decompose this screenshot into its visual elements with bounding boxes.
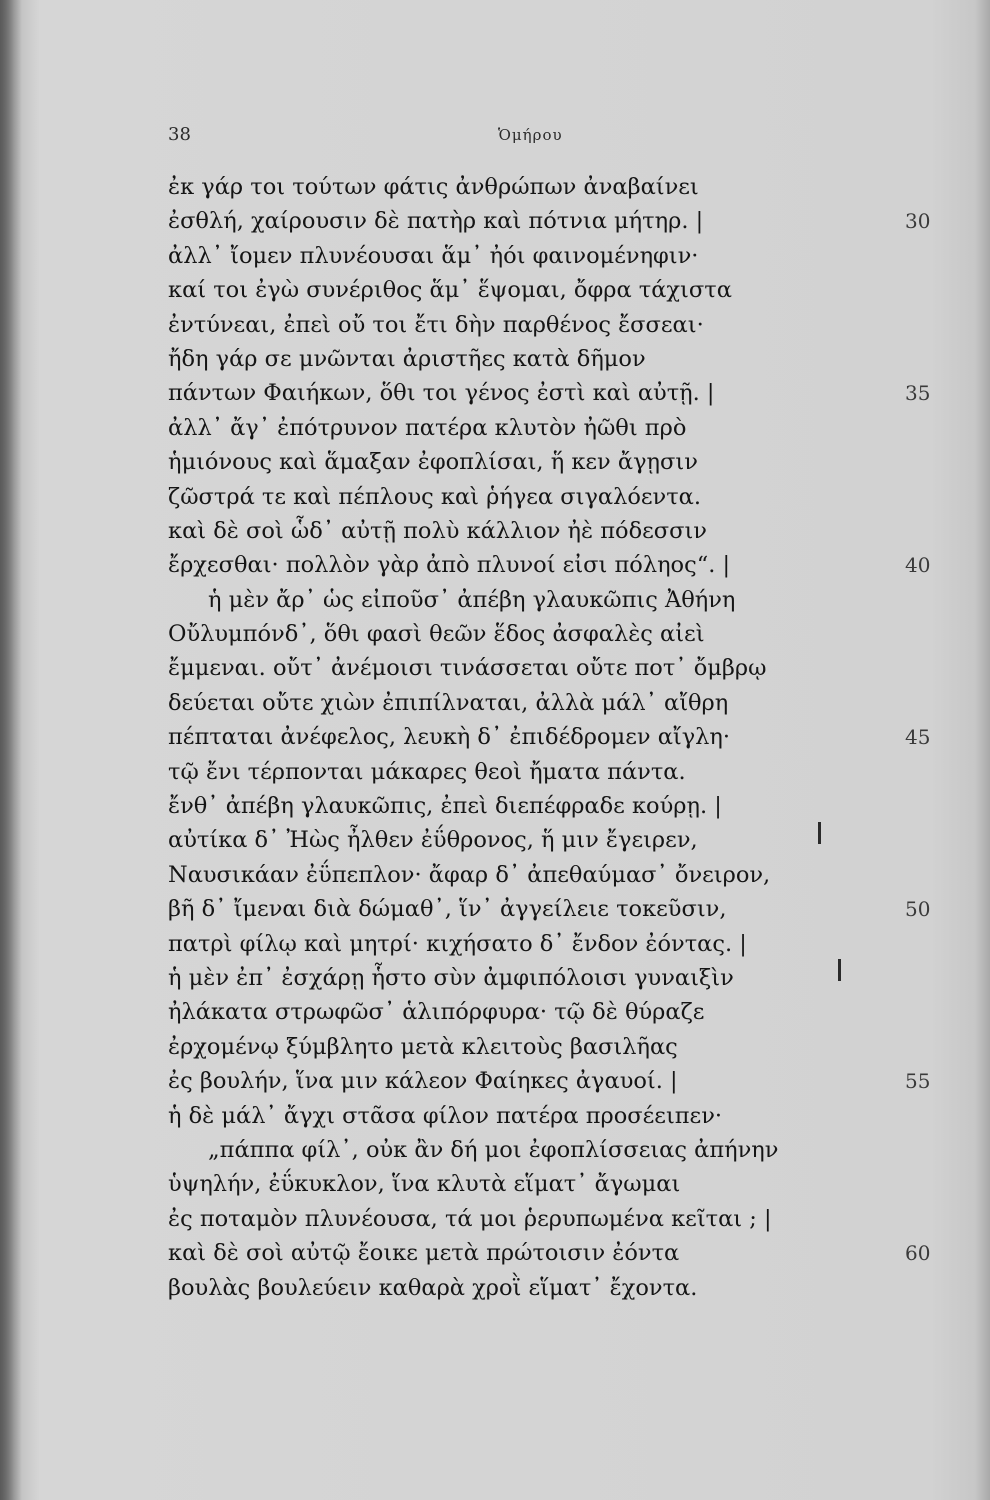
verse-line: ὑψηλήν, ἐΰκυκλον, ἵνα κλυτὰ εἵματ᾽ ἄγωμαι [168, 1171, 681, 1198]
verse-line: ἐντύνεαι, ἐπεὶ οὔ τοι ἔτι δὴν παρθένος ἔσσεαι· [168, 311, 704, 338]
verse-line: Ναυσικάαν ἐΰπεπλον· ἄφαρ δ᾽ ἀπεθαύμασ᾽ ὄνειρον, [168, 861, 771, 888]
verse-line: „πάππα φίλ᾽, οὐκ ἂν δή μοι ἐφοπλίσσειας ἀπήνην [208, 1136, 779, 1163]
verse-line: ἡ μὲν ἐπ᾽ ἐσχάρῃ ἧστο σὺν ἀμφιπόλοισι γυναιξὶν [168, 964, 734, 991]
page-number: 38 [168, 124, 191, 145]
verse-line: αὐτίκα δ᾽ Ἠὼς ἦλθεν ἐΰθρονος, ἥ μιν ἔγειρεν, [168, 827, 698, 854]
margin-ink-mark [818, 822, 821, 844]
line-number: 30 [905, 209, 931, 234]
verse-line: πάντων Φαιήκων, ὅθι τοι γένος ἐστὶ καὶ αὐτῇ. | [168, 380, 715, 407]
verse-line: ἤδη γάρ σε μνῶνται ἀριστῆες κατὰ δῆμον [168, 345, 646, 372]
verse-line: ἔμμεναι. οὔτ᾽ ἀνέμοισι τινάσσεται οὔτε ποτ᾽ ὄμβρῳ [168, 655, 767, 682]
line-number: 45 [905, 725, 931, 750]
verse-line: ἡμιόνους καὶ ἅμαξαν ἐφοπλίσαι, ἥ κεν ἄγῃσιν [168, 449, 698, 476]
verse-line: ἐς ποταμὸν πλυνέουσα, τά μοι ῥερυπωμένα κεῖται ; | [168, 1205, 772, 1232]
verse-line: βουλὰς βουλεύειν καθαρὰ χροῒ εἵματ᾽ ἔχοντα. [168, 1274, 698, 1301]
running-head: Ὁμήρου [498, 126, 563, 144]
page-header [168, 124, 868, 154]
verse-line: ἀλλ᾽ ἴομεν πλυνέουσαι ἅμ᾽ ἠόι φαινομένηφιν· [168, 242, 699, 269]
line-number: 50 [905, 897, 931, 922]
verse-line: ἀλλ᾽ ἄγ᾽ ἐπότρυνον πατέρα κλυτὸν ἠῶθι πρὸ [168, 414, 687, 441]
verse-line: ζῶστρά τε καὶ πέπλους καὶ ῥήγεα σιγαλόεντα. [168, 483, 702, 510]
binding-shadow [0, 0, 22, 1500]
verse-line: ἔνθ᾽ ἀπέβη γλαυκῶπις, ἐπεὶ διεπέφραδε κούρῃ. | [168, 793, 722, 820]
verse-line: τῷ ἔνι τέρπονται μάκαρες θεοὶ ἤματα πάντα. [168, 758, 686, 785]
verse-line: ἐκ γάρ τοι τούτων φάτις ἀνθρώπων ἀναβαίνει [168, 174, 699, 200]
verse-line: ἠλάκατα στρωφῶσ᾽ ἁλιπόρφυρα· τῷ δὲ θύραζε [168, 999, 705, 1026]
line-number: 35 [905, 381, 931, 406]
verse-line: ἐς βουλήν, ἵνα μιν κάλεον Φαίηκες ἀγαυοί. | [168, 1068, 678, 1095]
verse-line: ἡ δὲ μάλ᾽ ἄγχι στᾶσα φίλον πατέρα προσέειπεν· [168, 1102, 723, 1129]
verse-line: βῆ δ᾽ ἴμεναι διὰ δώμαθ᾽, ἵν᾽ ἀγγείλειε τοκεῦσιν, [168, 896, 727, 923]
verse-line: ἐσθλή, χαίρουσιν δὲ πατὴρ καὶ πότνια μήτηρ. | [168, 208, 704, 235]
verse-block [168, 170, 868, 1305]
line-number: 60 [905, 1241, 931, 1266]
verse-line: ἐρχομένῳ ξύμβλητο μετὰ κλειτοὺς βασιλῆας [168, 1033, 678, 1060]
line-number: 55 [905, 1069, 931, 1094]
verse-line: πέπταται ἀνέφελος, λευκὴ δ᾽ ἐπιδέδρομεν αἴγλη· [168, 724, 731, 751]
verse-line: καὶ δὲ σοὶ αὐτῷ ἔοικε μετὰ πρώτοισιν ἐόντα [168, 1240, 680, 1267]
verse-line: καὶ δὲ σοὶ ὧδ᾽ αὐτῇ πολὺ κάλλιον ἠὲ πόδεσσιν [168, 517, 707, 544]
verse-line: Οὔλυμπόνδ᾽, ὅθι φασὶ θεῶν ἕδος ἀσφαλὲς αἰεὶ [168, 621, 705, 648]
verse-line: δεύεται οὔτε χιὼν ἐπιπίλναται, ἀλλὰ μάλ᾽ αἴθρη [168, 689, 729, 716]
verse-line: πατρὶ φίλῳ καὶ μητρί· κιχήσατο δ᾽ ἔνδον ἐόντας. | [168, 930, 747, 957]
line-number: 40 [905, 553, 931, 578]
verse-line: καί τοι ἐγὼ συνέριθος ἅμ᾽ ἕψομαι, ὄφρα τάχιστα [168, 277, 732, 304]
margin-ink-mark [838, 959, 841, 981]
verse-line: ἡ μὲν ἄρ᾽ ὡς εἰποῦσ᾽ ἀπέβη γλαυκῶπις Ἀθήνη [208, 586, 736, 613]
verse-line: ἔρχεσθαι· πολλὸν γὰρ ἀπὸ πλυνοί εἰσι πόληος“. | [168, 552, 731, 579]
